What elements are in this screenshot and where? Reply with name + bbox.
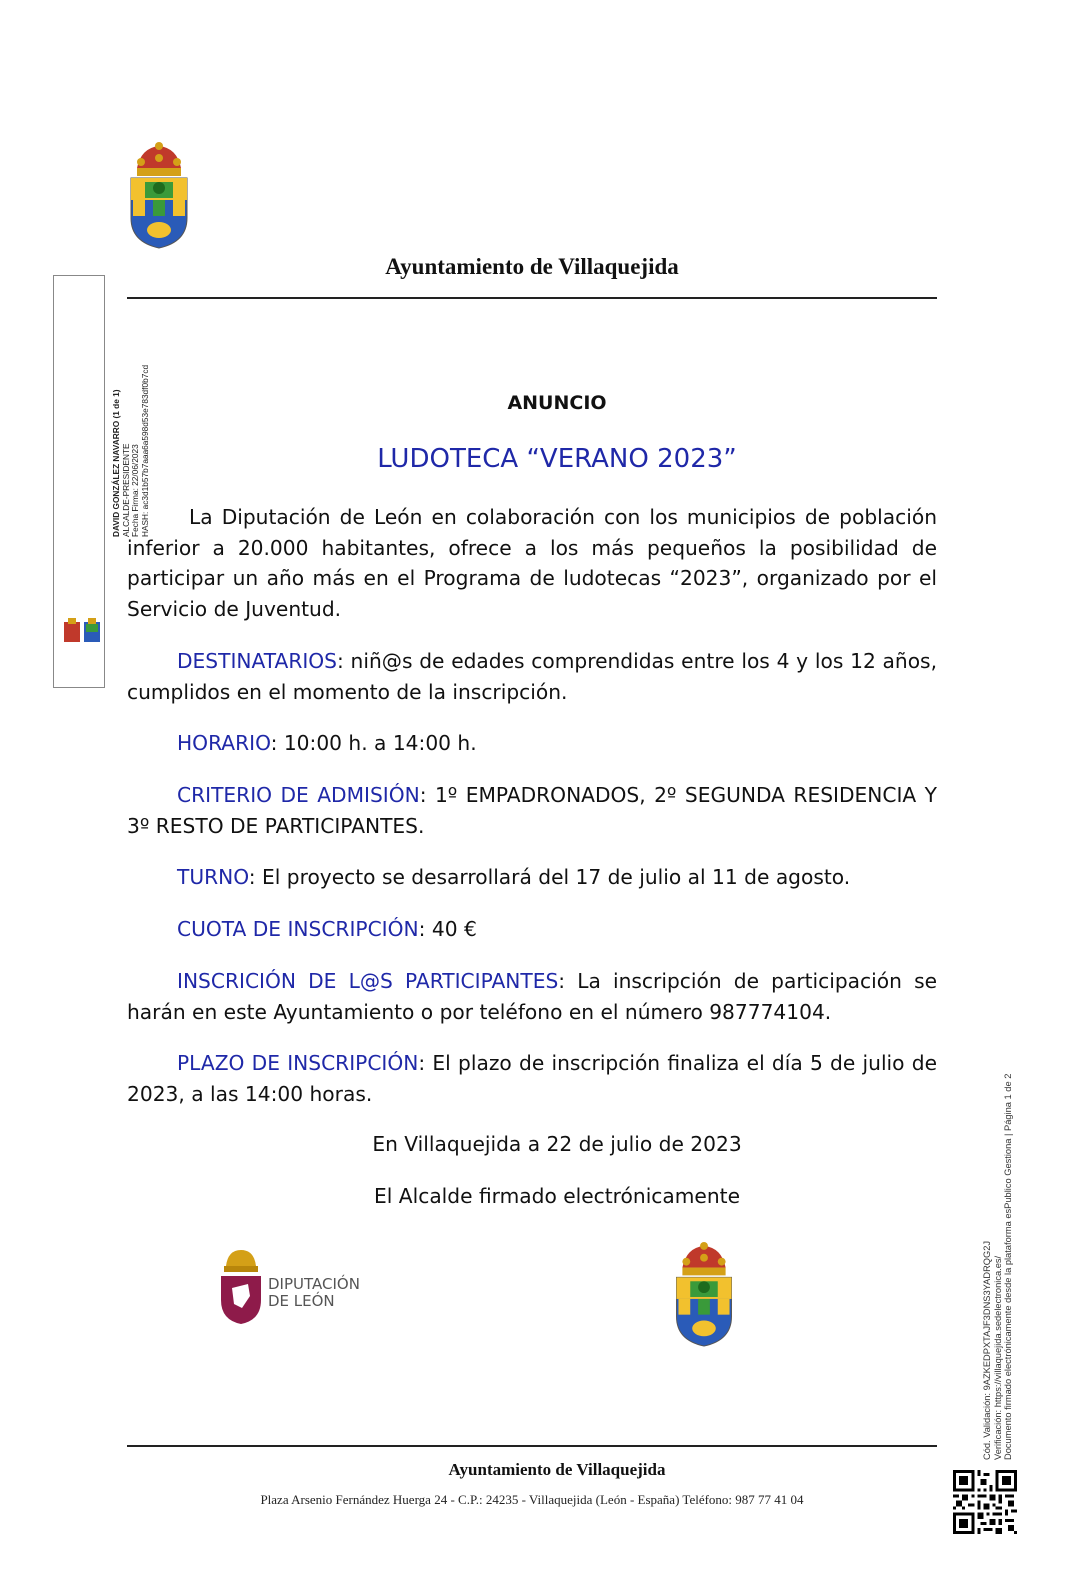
validation-code: Cód. Validación: 9AZKEDPXTAJF3DNS3YADRQG2J: [982, 1240, 992, 1460]
footer-divider: [127, 1445, 937, 1447]
signature-date: Fecha Firma: 22/06/2023: [130, 444, 140, 537]
page-header-title: Ayuntamiento de Villaquejida: [385, 254, 679, 279]
item-plazo: [127, 1048, 937, 1109]
diputacion-crest-icon: [218, 1248, 264, 1326]
signature-line: El Alcalde firmado electrónicamente: [374, 1184, 740, 1208]
footer-title: Ayuntamiento de Villaquejida: [448, 1460, 666, 1479]
item-text: : El plazo de inscripción finaliza el día 5 de julio de 2023, a las 14:00 horas.: [127, 1051, 937, 1106]
diputacion-leon-logo: [218, 1248, 378, 1326]
item-label: CRITERIO DE ADMISIÓN: [177, 783, 420, 807]
verification-block: [982, 860, 1018, 1460]
footer-address: Plaza Arsenio Fernández Huerga 24 - C.P.: 24235 - Villaquejida (León - España) Teléfono: 987 77 41 04: [260, 1492, 804, 1507]
verification-url[interactable]: Verificación: https://villaquejida.sedelectronica.es/: [992, 1255, 1003, 1460]
qr-code-icon: [953, 1470, 1017, 1534]
item-text: : El proyecto se desarrollará del 17 de julio al 11 de agosto.: [248, 865, 851, 889]
item-text: : La inscripción de participación se harán en este Ayuntamiento o por teléfono en el número 987774104.: [127, 969, 938, 1024]
item-label: INSCRICIÓN DE L@S PARTICIPANTES: [177, 969, 559, 993]
intro-paragraph: La Diputación de León en colaboración con los municipios de población inferior a 20.000 habitantes, ofrece a los más pequeños la posibilidad de participar un año más en el Programa de ludotecas “2023”, organizado por el Servicio de Juventud.: [127, 505, 937, 621]
item-destinatarios: [127, 646, 937, 707]
item-turno: [127, 862, 937, 893]
item-text: : 40 €: [418, 917, 477, 941]
announcement-title: LUDOTECA “VERANO 2023”: [377, 444, 737, 474]
item-criterio: [127, 780, 937, 841]
verification-note: Documento firmado electrónicamente desde la plataforma esPublico Gestiona | Página 1 de 2: [1003, 1073, 1013, 1460]
item-label: PLAZO DE INSCRIPCIÓN: [177, 1051, 419, 1075]
item-cuota: [127, 914, 937, 945]
diputacion-name-line1: DIPUTACIÓN: [268, 1275, 360, 1293]
diputacion-name-line2: DE LEÓN: [268, 1292, 335, 1310]
item-text: : 10:00 h. a 14:00 h.: [270, 731, 477, 755]
item-horario: [127, 728, 937, 759]
signature-stamp: [53, 275, 150, 688]
signer-role: ALCALDE-PRESIDENTE: [120, 443, 131, 537]
signer-name: DAVID GONZÁLEZ NAVARRO (1 de 1): [111, 389, 121, 537]
place-date: En Villaquejida a 22 de julio de 2023: [372, 1132, 742, 1156]
announcement-label: ANUNCIO: [507, 392, 607, 414]
item-label: CUOTA DE INSCRIPCIÓN: [177, 917, 419, 941]
item-label: HORARIO: [177, 731, 271, 755]
item-inscripcion: [127, 966, 937, 1027]
header-divider: [127, 297, 937, 299]
stamp-crest-icon: [62, 616, 102, 646]
item-label: DESTINATARIOS: [177, 649, 337, 673]
item-text: : niñ@s de edades comprendidas entre los 4 y los 12 años, cumplidos en el momento de la inscripción.: [127, 649, 937, 704]
item-label: TURNO: [177, 865, 249, 889]
coat-of-arms-icon: [672, 1242, 736, 1350]
item-text: : 1º EMPADRONADOS, 2º SEGUNDA RESIDENCIA Y 3º RESTO DE PARTICIPANTES.: [127, 783, 937, 838]
coat-of-arms-icon: [127, 142, 191, 252]
signature-hash: HASH: ac3d1b57b7aaa6a598d53e783df0b7cd: [139, 364, 150, 537]
